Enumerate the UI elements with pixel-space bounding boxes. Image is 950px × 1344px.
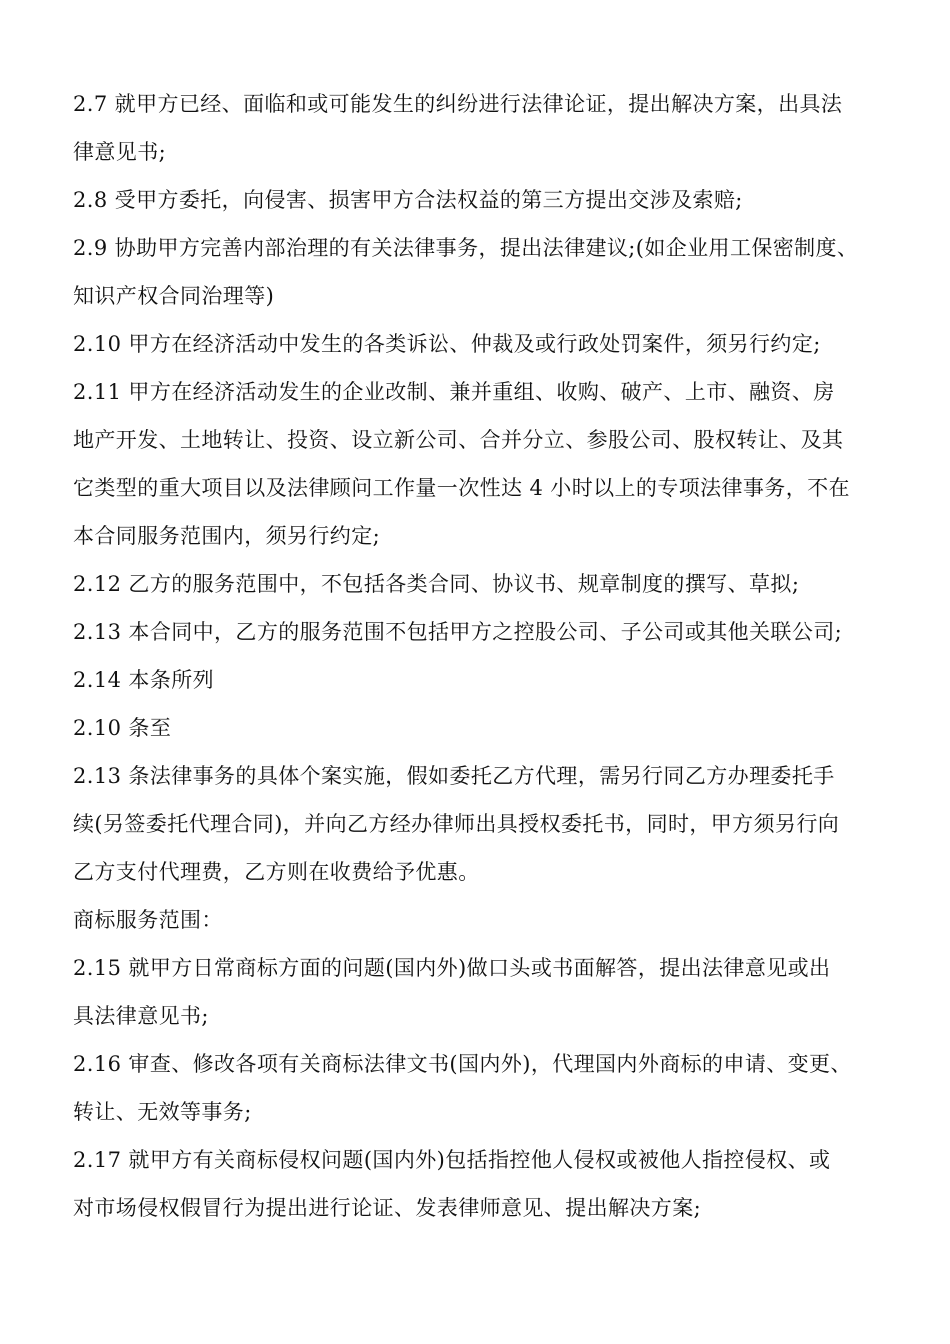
- text-line: 2.7 就甲方已经、面临和或可能发生的纠纷进行法律论证，提出解决方案，出具法: [73, 92, 843, 116]
- text-line: 2.11 甲方在经济活动发生的企业改制、兼并重组、收购、破产、上市、融资、房: [73, 380, 835, 404]
- text-line: 对市场侵权假冒行为提出进行论证、发表律师意见、提出解决方案;: [73, 1196, 702, 1220]
- text-line: 2.8 受甲方委托，向侵害、损害甲方合法权益的第三方提出交涉及索赔;: [73, 188, 743, 212]
- text-line: 乙方支付代理费，乙方则在收费给予优惠。: [73, 860, 480, 884]
- text-line: 2.13 本合同中，乙方的服务范围不包括甲方之控股公司、子公司或其他关联公司;: [73, 620, 843, 644]
- text-line: 知识产权合同治理等): [73, 284, 275, 308]
- text-line: 2.13 条法律事务的具体个案实施，假如委托乙方代理，需另行同乙方办理委托手: [73, 764, 835, 788]
- text-line: 本合同服务范围内，须另行约定;: [73, 524, 381, 548]
- text-line: 转让、无效等事务;: [73, 1100, 252, 1124]
- text-line: 2.17 就甲方有关商标侵权问题(国内外)包括指控他人侵权或被他人指控侵权、或: [73, 1148, 831, 1172]
- text-line: 2.10 条至: [73, 716, 172, 740]
- text-line: 2.9 协助甲方完善内部治理的有关法律事务，提出法律建议;(如企业用工保密制度、: [73, 236, 859, 260]
- text-line: 具法律意见书;: [73, 1004, 209, 1028]
- text-line: 2.14 本条所列: [73, 668, 215, 692]
- text-line: 2.10 甲方在经济活动中发生的各类诉讼、仲裁及或行政处罚案件，须另行约定;: [73, 332, 821, 356]
- text-line: 2.16 审查、修改各项有关商标法律文书(国内外)，代理国内外商标的申请、变更、: [73, 1052, 852, 1076]
- text-line: 律意见书;: [73, 140, 167, 164]
- section-heading: 商标服务范围：: [73, 908, 223, 932]
- document-body: [73, 80, 893, 1232]
- text-line: 地产开发、土地转让、投资、设立新公司、合并分立、参股公司、股权转让、及其: [73, 428, 844, 452]
- text-line: 续(另签委托代理合同)，并向乙方经办律师出具授权委托书，同时，甲方须另行向: [73, 812, 840, 836]
- text-line: 2.12 乙方的服务范围中，不包括各类合同、协议书、规章制度的撰写、草拟;: [73, 572, 800, 596]
- text-line: 2.15 就甲方日常商标方面的问题(国内外)做口头或书面解答，提出法律意见或出: [73, 956, 831, 980]
- text-line: 它类型的重大项目以及法律顾问工作量一次性达 4 小时以上的专项法律事务，不在: [73, 476, 850, 500]
